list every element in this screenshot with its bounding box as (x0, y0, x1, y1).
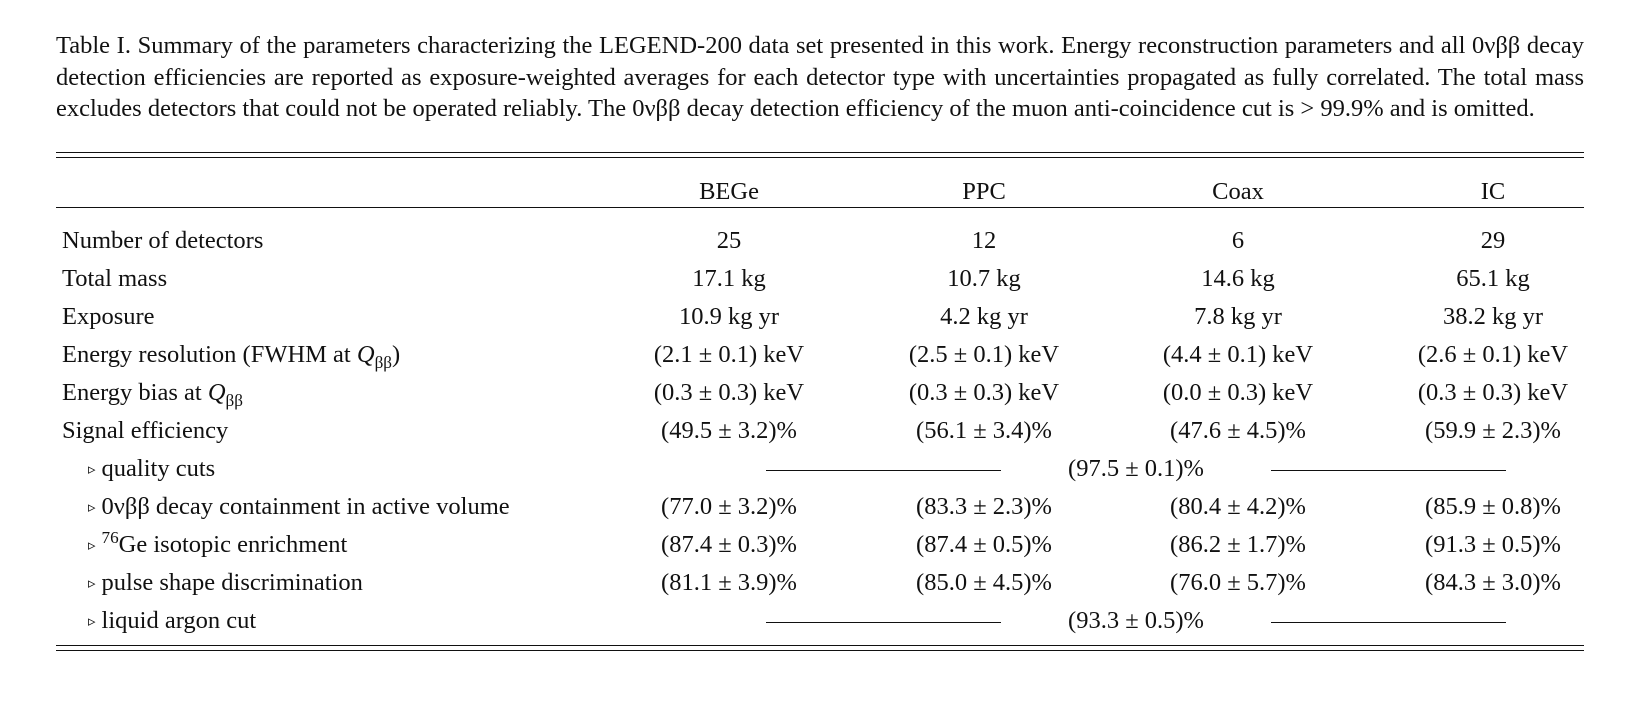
column-header-coax: Coax (1212, 178, 1264, 205)
q-symbol: Q (356, 341, 375, 368)
table-row-lar-cut (56, 606, 1584, 646)
label-text: Energy resolution (FWHM at (62, 341, 357, 368)
cell-bege: (49.5 ± 3.2)% (661, 417, 797, 444)
row-label (62, 340, 400, 370)
row-label: Exposure (62, 303, 155, 330)
table-row-detectors (56, 226, 1584, 266)
table-row-mass (56, 264, 1584, 304)
column-header-bege: BEGe (699, 178, 759, 205)
cell-ic: (2.6 ± 0.1) keV (1417, 341, 1569, 368)
label-suffix: ) (392, 341, 401, 368)
row-label: Number of detectors (62, 227, 264, 254)
row-label: Signal efficiency (62, 417, 229, 444)
cell-ppc: 12 (971, 227, 997, 254)
row-label (88, 568, 363, 601)
cell-bege: (2.1 ± 0.1) keV (653, 341, 805, 368)
cell-ppc: 10.7 kg (947, 265, 1021, 292)
row-label (88, 527, 348, 563)
table-row-signal-efficiency (56, 416, 1584, 456)
cell-bege: 25 (716, 227, 742, 254)
cell-coax: 14.6 kg (1201, 265, 1275, 292)
row-label (88, 492, 510, 525)
cell-coax: (0.0 ± 0.3) keV (1162, 379, 1314, 406)
cell-bege: (0.3 ± 0.3) keV (653, 379, 805, 406)
triangle-marker-icon: ▹ (88, 614, 96, 630)
table-row-psd (56, 568, 1584, 608)
triangle-marker-icon: ▹ (88, 576, 96, 592)
table-row-resolution (56, 340, 1584, 380)
cell-ppc: (0.3 ± 0.3) keV (908, 379, 1060, 406)
cell-ppc: (83.3 ± 2.3)% (916, 493, 1052, 520)
label-text: Energy bias at (62, 379, 208, 406)
cell-ppc: (2.5 ± 0.1) keV (908, 341, 1060, 368)
cell-coax: (76.0 ± 5.7)% (1170, 569, 1306, 596)
cell-bege: 17.1 kg (692, 265, 766, 292)
cell-coax: (47.6 ± 4.5)% (1170, 417, 1306, 444)
cell-ppc: 4.2 kg yr (940, 303, 1028, 330)
span-rule-right (1271, 622, 1506, 623)
cell-coax: (80.4 ± 4.2)% (1170, 493, 1306, 520)
cell-coax: (4.4 ± 0.1) keV (1162, 341, 1314, 368)
label-text: quality cuts (101, 455, 216, 482)
cell-ppc: (87.4 ± 0.5)% (916, 531, 1052, 558)
label-text: liquid argon cut (101, 607, 257, 634)
spanning-cell (766, 454, 1506, 484)
bottom-rule (56, 645, 1584, 651)
cell-coax: (86.2 ± 1.7)% (1170, 531, 1306, 558)
cell-ic: (85.9 ± 0.8)% (1425, 493, 1561, 520)
cell-bege: (81.1 ± 3.9)% (661, 569, 797, 596)
table-row-exposure (56, 302, 1584, 342)
cell-coax: 6 (1231, 227, 1245, 254)
cell-ic: (84.3 ± 3.0)% (1425, 569, 1561, 596)
q-symbol: Q (207, 379, 226, 406)
spanning-value: (97.5 ± 0.1)% (1068, 455, 1204, 482)
row-label (88, 606, 256, 639)
triangle-marker-icon: ▹ (88, 538, 96, 554)
label-text: 0νββ decay containment in active volume (101, 493, 510, 520)
cell-ic: 65.1 kg (1456, 265, 1530, 292)
table-caption: Table I. Summary of the parameters characterizing the LEGEND-200 data set presented in this work. Energy reconstruction parameters and all 0νββ decay detection efficiencies are reported as exposure-weighted averages for each detector type with uncertainties propagated as fully correlated. The total mass excludes detectors that could not be operated reliably. The 0νββ decay detection efficiency of the muon anti-coincidence cut is > 99.9% and is omitted. (56, 32, 1584, 122)
label-text: Ge isotopic enrichment (118, 531, 348, 558)
row-label: Total mass (62, 265, 168, 292)
cell-ic: (0.3 ± 0.3) keV (1417, 379, 1569, 406)
label-text: pulse shape discrimination (101, 569, 363, 596)
cell-ic: 29 (1480, 227, 1506, 254)
q-subscript: ββ (374, 352, 393, 372)
top-rule (56, 152, 1584, 158)
cell-ppc: (85.0 ± 4.5)% (916, 569, 1052, 596)
triangle-marker-icon: ▹ (88, 462, 96, 478)
table-row-bias (56, 378, 1584, 418)
spanning-cell (766, 606, 1506, 636)
column-header-ic: IC (1480, 178, 1506, 205)
triangle-marker-icon: ▹ (88, 500, 96, 516)
cell-ic: 38.2 kg yr (1442, 303, 1544, 330)
cell-bege: 10.9 kg yr (678, 303, 780, 330)
table-row-quality-cuts (56, 454, 1584, 494)
isotope-superscript: 76 (101, 527, 119, 547)
column-header-ppc: PPC (962, 178, 1006, 205)
cell-bege: (77.0 ± 3.2)% (661, 493, 797, 520)
cell-ic: (91.3 ± 0.5)% (1425, 531, 1561, 558)
cell-ic: (59.9 ± 2.3)% (1425, 417, 1561, 444)
row-label (62, 378, 243, 408)
table-row-containment (56, 492, 1584, 532)
span-rule-right (1271, 470, 1506, 471)
q-subscript: ββ (225, 390, 243, 410)
cell-ppc: (56.1 ± 3.4)% (916, 417, 1052, 444)
table-row-enrichment (56, 527, 1584, 570)
header-rule (56, 207, 1584, 208)
spanning-value: (93.3 ± 0.5)% (1068, 607, 1204, 634)
cell-bege: (87.4 ± 0.3)% (661, 531, 797, 558)
cell-coax: 7.8 kg yr (1194, 303, 1282, 330)
row-label (88, 454, 215, 487)
